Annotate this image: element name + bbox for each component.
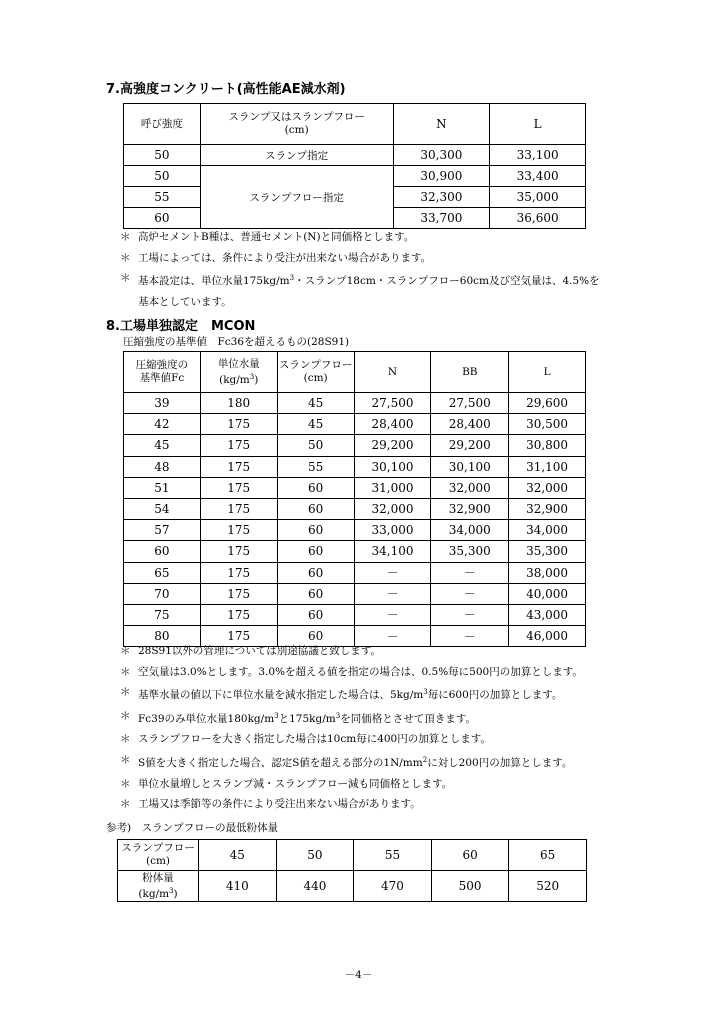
text-fragment: 空気量は3.0%とします。3.0%を超える値を指定の場合は、0.5%毎に500円の加算とします。 [138, 665, 583, 678]
header-strength: 呼び強度 [124, 104, 201, 145]
bullet-asterisk: ＊ [120, 686, 131, 699]
text-fragment: 基準値Fc [139, 372, 185, 384]
table-cell: 28,400 [431, 414, 509, 435]
table-cell: 80 [124, 626, 201, 647]
text-fragment: 単位水量増しとスランプ減・スランプフロー減も同価格とします。 [138, 777, 453, 790]
table-cell: － [354, 604, 431, 625]
header-slump [200, 104, 393, 145]
table-cell: スランプ指定 [200, 145, 393, 166]
text-fragment: スランプフロー [121, 842, 195, 854]
table-cell: 33,700 [393, 208, 490, 229]
text-fragment: 2 [422, 755, 428, 764]
table-cell: 30,500 [509, 414, 586, 435]
table-cell: 30,800 [509, 435, 586, 456]
slump-flow-cell: スランプフロー指定 [200, 166, 393, 229]
table-cell: 440 [276, 871, 354, 902]
table-cell: 175 [200, 604, 277, 625]
header-n: N [354, 352, 431, 393]
table-row [124, 583, 586, 604]
table-header-row [124, 104, 586, 145]
table-cell: 31,100 [509, 456, 586, 477]
table-cell: 175 [200, 583, 277, 604]
page-number: －4－ [344, 969, 373, 981]
table-cell: 30,100 [354, 456, 431, 477]
text-fragment: を同価格とさせて頂きます。 [340, 712, 476, 725]
table-cell: 27,500 [431, 393, 509, 414]
text-fragment: Fc39のみ単位水量180kg/m [138, 712, 275, 725]
note-item [108, 641, 583, 662]
table-cell: 33,100 [490, 145, 586, 166]
row-header-powder [118, 871, 199, 902]
table-cell: 175 [200, 520, 277, 541]
text-fragment: スランプ又はスランプフロー [228, 111, 365, 123]
table-cell: 33,400 [490, 166, 586, 187]
header-water [200, 352, 277, 393]
note-item [108, 268, 600, 292]
table-cell: 43,000 [509, 604, 586, 625]
table-cell: 35,000 [490, 187, 586, 208]
text-fragment: (cm) [145, 855, 171, 867]
table-cell: 32,900 [431, 498, 509, 519]
table-cell: 54 [124, 498, 201, 519]
text-fragment: 基準水量の値以下に単位水量を減水指定した場合は、5kg/m [138, 689, 424, 702]
note-item [108, 227, 600, 248]
header-l: L [509, 352, 586, 393]
table-cell: 60 [277, 626, 354, 647]
bullet-asterisk: ＊ [120, 251, 131, 264]
table-cell: － [354, 626, 431, 647]
table-header-row [124, 352, 586, 393]
text-fragment: 基本設定は、単位水量175kg/m [138, 275, 290, 288]
table-cell: 60 [277, 562, 354, 583]
note-item [108, 750, 583, 774]
header-slump-flow [277, 352, 354, 393]
bullet-asterisk: ＊ [120, 231, 131, 243]
table-row [124, 604, 586, 625]
table-cell: 29,600 [509, 393, 586, 414]
table-cell: 70 [124, 583, 201, 604]
table-cell: 60 [277, 477, 354, 498]
table-cell: 60 [277, 583, 354, 604]
note-item [108, 248, 600, 269]
text-fragment: 3 [289, 274, 295, 283]
table-cell: － [431, 604, 509, 625]
table-cell: 57 [124, 520, 201, 541]
text-fragment: 3 [423, 688, 428, 697]
section8-title: 8.工場単独認定 MCON [106, 319, 256, 334]
table-cell: 175 [200, 456, 277, 477]
table-cell: 75 [124, 604, 201, 625]
table-cell: 27,500 [354, 393, 431, 414]
table-cell: 51 [124, 477, 201, 498]
text-fragment: 基本としています。 [138, 295, 232, 308]
table-cell: 28,400 [354, 414, 431, 435]
table-row [124, 166, 586, 187]
table-row [124, 414, 586, 435]
table-cell: 29,200 [354, 435, 431, 456]
bullet-asterisk: ＊ [120, 272, 131, 285]
section7-notes [108, 227, 600, 312]
table-cell: 175 [200, 435, 277, 456]
table-cell: 36,600 [490, 208, 586, 229]
table-cell: 40,000 [509, 583, 586, 604]
table-cell: － [354, 583, 431, 604]
table-cell: 50 [124, 145, 201, 166]
text-fragment: (kg/m [138, 887, 170, 900]
table-cell: － [431, 583, 509, 604]
table-cell: － [431, 626, 509, 647]
table-cell: 175 [200, 562, 277, 583]
table-cell: － [431, 562, 509, 583]
table-cell: 39 [124, 393, 201, 414]
header-fc [124, 352, 201, 393]
section7-title: 7.高強度コンクリート(高性能AE減水剤) [106, 82, 346, 97]
note-item [108, 729, 583, 750]
table-cell: 32,000 [509, 477, 586, 498]
text-fragment: (kg/m [219, 373, 250, 386]
text-fragment: 毎に600円の加算とします。 [427, 689, 563, 702]
table-cell: 32,300 [393, 187, 490, 208]
table-cell: 60 [277, 520, 354, 541]
table-cell: 45 [277, 393, 354, 414]
table-cell: 55 [354, 840, 432, 871]
table-cell: 45 [277, 414, 354, 435]
table-cell: 34,100 [354, 541, 431, 562]
table-cell: 29,200 [431, 435, 509, 456]
text-fragment: (cm) [284, 124, 309, 136]
table-cell: 65 [124, 562, 201, 583]
table-cell: 50 [124, 166, 201, 187]
bullet-asterisk: ＊ [120, 709, 131, 722]
text-fragment: と175kg/m [278, 712, 336, 725]
bullet-asterisk: ＊ [120, 798, 131, 811]
table-row [118, 871, 587, 902]
table-cell: 520 [509, 871, 587, 902]
table-cell: 410 [199, 871, 277, 902]
table-cell: 48 [124, 456, 201, 477]
header-n: N [393, 104, 490, 145]
table-cell: 55 [277, 456, 354, 477]
table-cell: 180 [200, 393, 277, 414]
table-cell: 45 [199, 840, 277, 871]
table-row [124, 456, 586, 477]
table-cell: 42 [124, 414, 201, 435]
table-cell: 175 [200, 626, 277, 647]
table-row [124, 562, 586, 583]
table-cell: 32,000 [431, 477, 509, 498]
bullet-asterisk: ＊ [120, 645, 131, 657]
table-cell: 34,000 [509, 520, 586, 541]
note-item [108, 794, 583, 815]
table-cell: 470 [354, 871, 432, 902]
section8-subtitle: 圧縮強度の基準値 Fc36を超えるもの(28S91) [123, 336, 350, 348]
bullet-asterisk: ＊ [120, 665, 131, 678]
reference-table [117, 839, 587, 902]
table-cell: 34,000 [431, 520, 509, 541]
text-fragment: 3 [335, 711, 341, 720]
text-fragment: 粉体量 [142, 871, 174, 884]
table-cell: 31,000 [354, 477, 431, 498]
table-cell: 60 [124, 541, 201, 562]
table-cell: 65 [509, 840, 587, 871]
note-item [108, 682, 583, 706]
table-cell: 175 [200, 541, 277, 562]
text-fragment: 3 [169, 886, 174, 895]
section7-table [123, 103, 586, 229]
table-cell: 46,000 [509, 626, 586, 647]
bullet-asterisk: ＊ [120, 733, 131, 746]
table-row [124, 435, 586, 456]
text-fragment: (cm) [303, 372, 328, 384]
header-bb: BB [431, 352, 509, 393]
text-fragment: スランプフロー [278, 359, 353, 371]
table-cell: 32,000 [354, 498, 431, 519]
table-cell: 45 [124, 435, 201, 456]
text-fragment: 3 [249, 372, 255, 381]
table-row [124, 145, 586, 166]
text-fragment: 工場によっては、条件により受注が出来ない場合があります。 [138, 251, 432, 264]
table-cell: 30,100 [431, 456, 509, 477]
bullet-asterisk: ＊ [120, 753, 131, 766]
text-fragment: ) [254, 373, 259, 386]
table-row [118, 840, 587, 871]
row-header-slump-flow [118, 840, 199, 871]
note-item [108, 774, 583, 795]
table-cell: 35,300 [509, 541, 586, 562]
table-row [124, 498, 586, 519]
table-cell: 500 [431, 871, 509, 902]
table-cell: 32,900 [509, 498, 586, 519]
table-cell: 30,900 [393, 166, 490, 187]
table-row [124, 393, 586, 414]
text-fragment: 3 [274, 711, 279, 720]
table-cell: 60 [431, 840, 509, 871]
table-row [124, 520, 586, 541]
table-cell: 38,000 [509, 562, 586, 583]
section8-notes [108, 641, 583, 815]
text-fragment: S値を大きく指定した場合、認定S値を超える部分の1N/mm [138, 756, 423, 769]
text-fragment: に対し200円の加算とします。 [427, 756, 573, 769]
text-fragment: 圧縮強度の [135, 359, 189, 371]
text-fragment: ) [173, 887, 178, 900]
table-cell: 60 [277, 541, 354, 562]
text-fragment: ・スランプ18cm・スランプフロー60cm及び空気量は、4.5%を [294, 275, 600, 288]
table-cell: 60 [124, 208, 201, 229]
header-l: L [490, 104, 586, 145]
table-cell: 50 [276, 840, 354, 871]
note-item [108, 706, 583, 730]
table-cell: 175 [200, 414, 277, 435]
table-cell: － [354, 562, 431, 583]
text-fragment: 高炉セメントB種は、普通セメント(N)と同価格とします。 [138, 231, 415, 243]
text-fragment: 単位水量 [217, 357, 260, 370]
text-fragment: スランプフローを大きく指定した場合は10cm毎に400円の加算とします。 [138, 733, 491, 746]
table-cell: 33,000 [354, 520, 431, 541]
table-cell: 30,300 [393, 145, 490, 166]
table-cell: 60 [277, 604, 354, 625]
table-cell: 60 [277, 498, 354, 519]
bullet-asterisk: ＊ [120, 777, 131, 790]
table-cell: 175 [200, 477, 277, 498]
note-continuation [108, 292, 600, 313]
table-row [124, 477, 586, 498]
text-fragment: 工場又は季節等の条件により受注出来ない場合があります。 [138, 798, 421, 811]
text-fragment: 28S91以外の管理については別途協議と致します。 [138, 645, 381, 657]
reference-title: 参考) スランプフローの最低粉体量 [106, 822, 279, 834]
table-cell: 50 [277, 435, 354, 456]
table-cell: 55 [124, 187, 201, 208]
table-cell: 175 [200, 498, 277, 519]
section8-table [123, 351, 586, 647]
table-cell: 35,300 [431, 541, 509, 562]
table-row [124, 541, 586, 562]
note-item [108, 662, 583, 683]
